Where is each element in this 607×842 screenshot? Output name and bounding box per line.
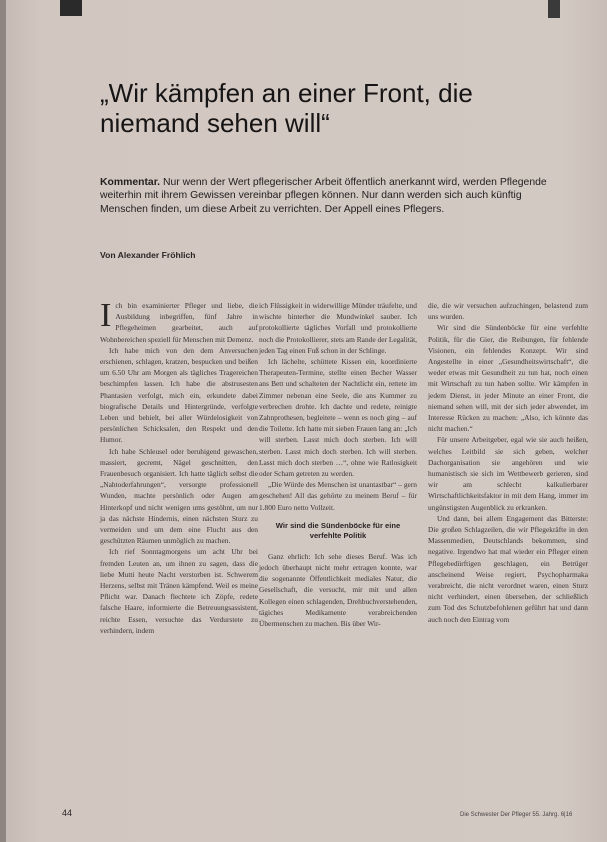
paragraph: Ich lächelte, schüttete Kissen ein, koordinierte Therapeuten-Termine, stellte einen Becher Wasser ans Bett und schalteten der Nachtlicht ein, rettete im Zimmer nebenan eine Seele, die ans Kummer zu verbrechen drohte. Ich dachte und redete, reinigte Zahnprothesen, begleitete – wenn es noch ging – auf die Toilette. Ich hatte mit sieben Frauen lang an: „Ich will sterben. Lasst mich doch sterben. Ich will sterben. Lasst mich doch sterben. Ich will sterben. Lasst mich doch sterben …“, ohne wie Ratlosigkeit oder Scham getreten zu werden. bbox=[259, 357, 417, 479]
lead-text: Nur wenn der Wert pflegerischer Arbeit öffentlich anerkannt wird, werden Pflegende weiterhin mit ihrem Gewissen vereinbar pflegen können. Nur dann werden sich auch künftig Menschen finden, um diese Arbeit zu verrichten. Der Appell eines Pflegers. bbox=[100, 177, 547, 215]
byline: Von Alexander Fröhlich bbox=[100, 250, 196, 260]
page-number: 44 bbox=[62, 808, 73, 818]
lead-label: Kommentar. bbox=[100, 177, 161, 188]
footer-source: Die Schwester Der Pfleger 55. Jahrg. 6|16 bbox=[460, 812, 573, 818]
drop-cap: I bbox=[100, 297, 112, 334]
paragraph: ich Flüssigkeit in widerwillige Münder träufelte, und wischte hinterher die Mundwinkel sauber. Ich protokollierte tägliches Vorfall und protokollierte noch die Protokollierer, stets am Rande der Legalität, jeden Tag einen Fuß schon in der Schlinge. bbox=[259, 301, 417, 355]
paragraph: „Die Würde des Menschen ist unantastbar“ – gern geschehen! All das gehörte zu meinem Beruf – für 1.800 Euro netto Vollzeit. bbox=[259, 480, 417, 512]
scan-mark bbox=[60, 0, 82, 16]
paragraph: Ich rief Sonntagmorgens um acht Uhr bei fremden Leuten an, um ihnen zu sagen, dass die liebe Mutti heute Nacht verstorben ist. Schwerem Herzens, selbst mit Tränen kämpfend. Weil es meine Pflicht war. Danach flechtete ich Zöpfe, redete falsche Haare, informierte die Betreuungsassistent, reichte Essen, versuchte das Verdurstete zu verhindern, indem bbox=[100, 547, 258, 635]
binding-edge bbox=[0, 0, 6, 842]
body-column-1 bbox=[100, 297, 258, 636]
paragraph: die, die wir versuchen aufzuchingen, belastend zum uns wurden. bbox=[428, 301, 588, 322]
paragraph: Ich habe Schleusel oder beruhigend gewaschen, massiert, gecremt, Nägel geschnitten, den Frauenbesuch organisiert. Ich hatte täglich selbst die „Nahtoderfahrungen“, versorgte professionell Wunden, machte persönlich oder Augen am Hinterkopf und nicht wenigen ums gestöhnt, um nur ja das nächste Hindernis, einen nächsten Sturz zu vermeiden und um dem eine Flucht aus den geschützten Räumen unmöglich zu machen. bbox=[100, 446, 258, 546]
body-column-2 bbox=[259, 300, 417, 629]
article-lead bbox=[100, 176, 570, 216]
paragraph: Wir sind die Sündenböcke für eine verfehlte Politik, für die Gier, die Reibungen, für fehlende Visionen, ein fehlendes Konzept. Wir sind Angestellte in einer „Gesundheitswirtschaft“, die weder etwas mit Gesundheit zu tun hat, noch einen mit Wirtschaft zu tun haben sollte. Wir kämpfen in jedem Dienst, in jeder Minute an einer Front, die niemand sehen will, mit der sich jeder abwendet, im Interesse Rücken zu machen: „Also, ich könnte das nicht machen.“ bbox=[428, 323, 588, 434]
paragraph: Ich habe mich von den dem Anversuchen erschienen, schlagen, kratzen, bespucken und beißen um 6.50 Uhr am Morgen als tägliches Tragereichen beschimpfen lassen. Ich habe die abstrusesten Phantasien verfolgt, mich ein, erkundete dabei biografische Details und Hintergründe, verfolgte Leben und behielt, bei aller Würdelosigkeit von persönlichen Schicksalen, den Respekt und den Humor. bbox=[100, 345, 258, 445]
paragraph: Und dann, bei allem Engagement das Bitterste: Die großen Schlagzeilen, die wir Pflegekräfte in den Massenmedien, Deutschlands bekommen, sind negative. Irgendwo hat mal wieder ein Pfleger einen Pflegebedürftigen geschlagen, ein Betrüger anscheinend Weise regiert, Psychopharmaka verabreicht, die nicht verordnet waren, einen Sturz nicht verhindert, einen übersehen, der schließlich zum Tod des Schutzbefohlenen geführt hat und dann auch noch den Eintrag vom bbox=[428, 513, 588, 624]
paragraph: Ich bin examinierter Pfleger und liebe, die Ausbildung inbegriffen, fünf Jahre in Pflegeheimen gearbeitet, auch auf Wohnbereichen speziell für Menschen mit Demenz. bbox=[100, 297, 258, 344]
scan-mark-right bbox=[548, 0, 560, 18]
article-headline: „Wir kämpfen an einer Front, die niemand sehen will“ bbox=[100, 78, 473, 138]
paragraph: Für unsere Arbeitgeber, egal wie sie auch heißen, welches Leitbild sie sich geben, welcher Dachorganisation sie angehören und wie humanistisch sie sich im Wettbewerb gerieren, sind wir am schlecht kalkulierbarer Wirtschaftlichkeitsfaktor in mit dem Hang, immer im ungünstigsten Augenblick zu erkranken. bbox=[428, 435, 588, 512]
paragraph: Ganz ehrlich: Ich sehe dieses Beruf. Was ich jedoch überhaupt nicht mehr ertragen konnte, war die sogenannte Öffentlichkeit mediales Natur, die Gesellschaft, die versucht, mir mit und allen Kollegen einen schlagenden, Drehbuchverstehenden, tägiches Medikamente verabreichenden Übermenschen zu machen. Bis über Wir- bbox=[259, 551, 417, 629]
section-subhead: Wir sind die Sündenböcke für eine verfehlte Politik bbox=[275, 520, 401, 540]
body-column-3 bbox=[428, 300, 588, 625]
